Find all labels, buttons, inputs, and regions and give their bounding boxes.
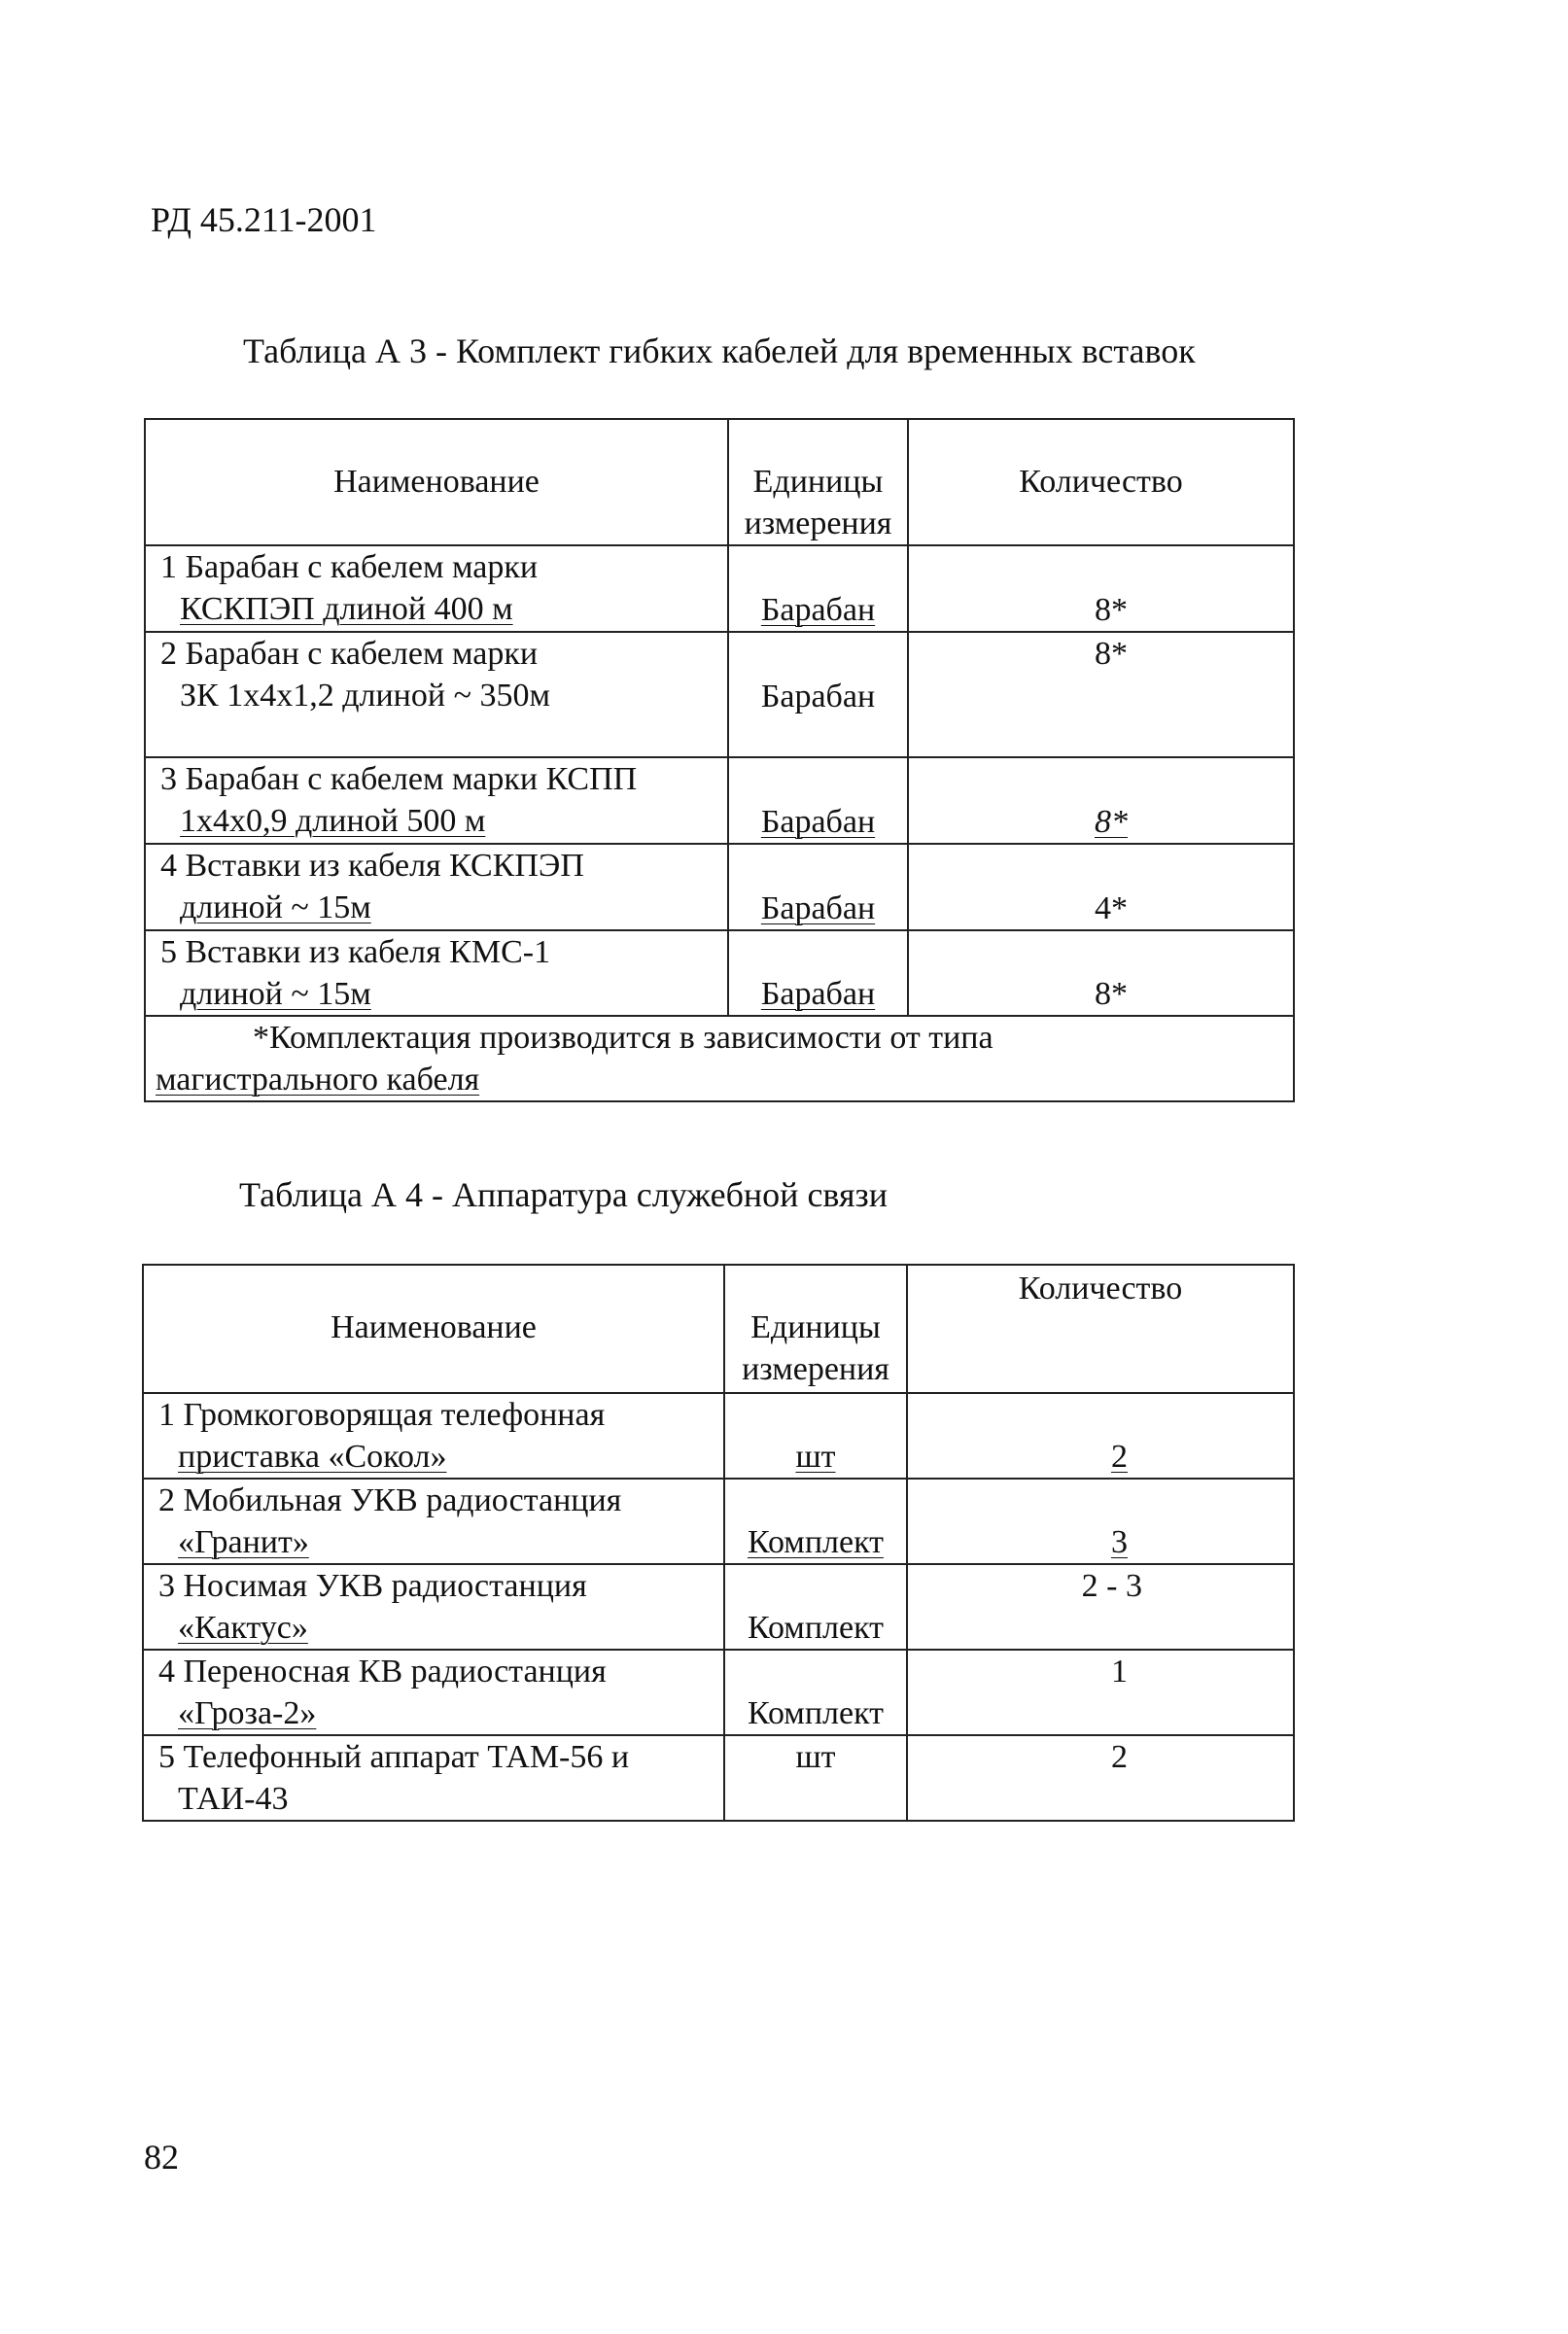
row-unit [724, 1479, 907, 1564]
row-name-line2: 1х4х0,9 длиной 500 м [180, 803, 486, 839]
row-unit-value: Барабан [760, 976, 876, 1012]
row-name-line2: «Кактус» [178, 1610, 308, 1646]
row-name-line2: длиной ~ 15м [180, 976, 371, 1012]
row-name [143, 1479, 724, 1564]
row-unit [728, 844, 908, 930]
row-name-line2: приставка «Сокол» [178, 1439, 447, 1475]
row-name-line1: 3 Барабан с кабелем марки КСПП [160, 761, 638, 797]
row-qty-value: 4* [1095, 890, 1128, 926]
row-name-line1: 3 Носимая УКВ радиостанция [158, 1568, 587, 1604]
row-name [143, 1564, 724, 1650]
header-unit [724, 1265, 907, 1393]
table-row [145, 930, 1294, 1016]
row-name-line1: 1 Громкоговорящая телефонная [158, 1397, 606, 1433]
header-unit-line2: измерения [742, 1351, 889, 1387]
row-name-line2: «Гроза-2» [178, 1695, 317, 1731]
row-qty [907, 1564, 1294, 1650]
table-a3-footnote-row [145, 1016, 1294, 1101]
table-row [143, 1393, 1294, 1479]
header-qty: Количество [908, 419, 1294, 545]
row-unit-value: Комплект [747, 1524, 885, 1560]
row-unit [728, 930, 908, 1016]
row-qty-value: 2 [1111, 1439, 1128, 1475]
header-name: Наименование [143, 1265, 724, 1393]
row-unit-value: Барабан [760, 890, 876, 926]
row-name [145, 930, 728, 1016]
row-unit [724, 1650, 907, 1735]
footnote-line2: магистрального кабеля [156, 1062, 480, 1097]
row-unit-value: Комплект [747, 1610, 885, 1646]
row-qty [908, 930, 1294, 1016]
table-row [145, 844, 1294, 930]
row-unit-value: Барабан [760, 679, 876, 714]
row-name [145, 757, 728, 844]
table-footnote [145, 1016, 1294, 1101]
row-qty [908, 757, 1294, 844]
row-name-line1: 2 Мобильная УКВ радиостанция [158, 1482, 622, 1518]
header-unit-line1: Единицы [752, 464, 884, 500]
table-a4-header-row [143, 1265, 1294, 1393]
row-name-line1: 2 Барабан с кабелем марки [160, 636, 539, 672]
row-qty-value: 8* [1095, 636, 1128, 672]
header-qty: Количество [907, 1265, 1294, 1393]
row-name-line1: 4 Переносная КВ радиостанция [158, 1654, 607, 1690]
row-unit-value: Барабан [760, 592, 876, 628]
row-unit [724, 1564, 907, 1650]
header-unit-line1: Единицы [750, 1309, 881, 1345]
row-qty [907, 1393, 1294, 1479]
row-name-line2: ТАИ-43 [178, 1781, 289, 1817]
row-unit [728, 545, 908, 632]
row-unit-value: шт [795, 1439, 836, 1475]
page-number: 82 [144, 2138, 179, 2177]
row-qty-value: 1 [1111, 1654, 1128, 1690]
row-qty [908, 632, 1294, 757]
header-name: Наименование [145, 419, 728, 545]
row-qty [907, 1650, 1294, 1735]
row-name [143, 1393, 724, 1479]
row-name-line1: 5 Телефонный аппарат ТАМ-56 и [158, 1739, 630, 1775]
row-unit [728, 632, 908, 757]
row-qty [907, 1479, 1294, 1564]
row-qty-value: 8* [1095, 592, 1128, 628]
table-row [143, 1735, 1294, 1821]
row-unit-value: шт [795, 1739, 836, 1775]
row-qty-value: 2 - 3 [1081, 1568, 1142, 1604]
row-name [145, 632, 728, 757]
row-name-line2: КСКПЭП длиной 400 м [180, 591, 513, 627]
table-a3 [144, 418, 1295, 1102]
row-qty [908, 844, 1294, 930]
row-unit-value: Барабан [760, 804, 876, 840]
row-qty [908, 545, 1294, 632]
row-name [143, 1650, 724, 1735]
table-row [145, 632, 1294, 757]
table-a4 [142, 1264, 1295, 1822]
table-row [143, 1479, 1294, 1564]
row-qty-value: 8* [1095, 804, 1128, 840]
table-a3-header-row [145, 419, 1294, 545]
header-unit [728, 419, 908, 545]
table-a4-caption: Таблица А 4 - Аппаратура служебной связи [239, 1175, 888, 1214]
row-unit [724, 1393, 907, 1479]
row-unit [728, 757, 908, 844]
row-name-line2: длиной ~ 15м [180, 889, 371, 925]
row-name [145, 545, 728, 632]
header-unit-line2: измерения [744, 505, 892, 541]
table-row [145, 757, 1294, 844]
table-row [145, 545, 1294, 632]
row-name-line2: «Гранит» [178, 1524, 309, 1560]
row-qty-value: 8* [1095, 976, 1128, 1012]
footnote-line1: *Комплектация производится в зависимости от типа [253, 1020, 993, 1056]
row-name [145, 844, 728, 930]
row-qty [907, 1735, 1294, 1821]
row-unit-value: Комплект [747, 1695, 885, 1731]
row-name-line1: 4 Вставки из кабеля КСКПЭП [160, 848, 584, 884]
row-unit [724, 1735, 907, 1821]
table-a3-caption: Таблица А 3 - Комплект гибких кабелей для временных вставок [243, 331, 1196, 370]
table-row [143, 1650, 1294, 1735]
row-name [143, 1735, 724, 1821]
table-row [143, 1564, 1294, 1650]
document-code: РД 45.211-2001 [151, 200, 377, 239]
row-name-line2: ЗК 1х4х1,2 длиной ~ 350м [180, 678, 550, 714]
row-name-line1: 5 Вставки из кабеля КМС-1 [160, 934, 551, 970]
row-qty-value: 3 [1111, 1524, 1128, 1560]
row-qty-value: 2 [1111, 1739, 1128, 1775]
row-name-line1: 1 Барабан с кабелем марки [160, 549, 539, 585]
